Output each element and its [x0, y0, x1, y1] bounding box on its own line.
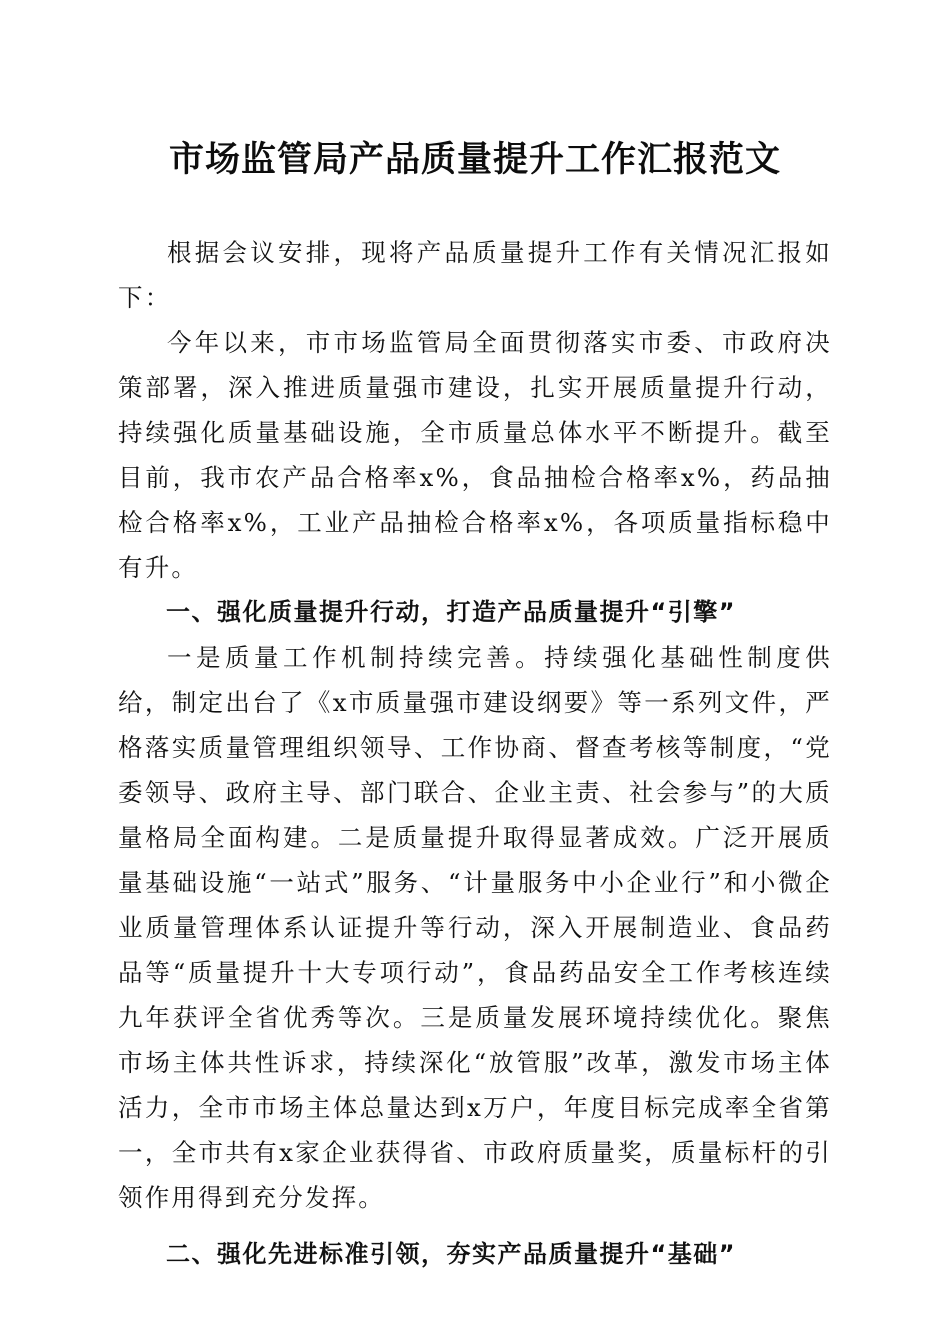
section-1-paragraph: 一是质量工作机制持续完善。持续强化基础性制度供给，制定出台了《x市质量强市建设纲要》等一系列文件，严格落实质量管理组织领导、工作协商、督查考核等制度，“党委领导、政府主导、部门联合、企业主责、社会参与”的大质量格局全面构建。二是质量提升取得显著成效。广泛开展质量基础设施“一站式”服务、“计量服务中小企业行”和小微企业质量管理体系认证提升等行动，深入开展制造业、食品药品等“质量提升十大专项行动”，食品药品安全工作考核连续九年获评全省优秀等次。三是质量发展环境持续优化。聚焦市场主体共性诉求，持续深化“放管服”改革，激发市场主体活力，全市市场主体总量达到x万户，年度目标完成率全省第一，全市共有x家企业获得省、市政府质量奖，质量标杆的引领作用得到充分发挥。 [118, 643, 832, 1212]
document-title: 市场监管局产品质量提升工作汇报范文 [168, 139, 781, 180]
intro-paragraph: 根据会议安排，现将产品质量提升工作有关情况汇报如下： [118, 238, 832, 312]
overview-paragraph: 今年以来，市市场监管局全面贯彻落实市委、市政府决策部署，深入推进质量强市建设，扎实开展质量提升行动，持续强化质量基础设施，全市质量总体水平不断提升。截至目前，我市农产品合格率x%，食品抽检合格率x%，药品抽检合格率x%，工业产品抽检合格率x%，各项质量指标稳中有升。 [118, 328, 832, 582]
section-1-heading: 一、强化质量提升行动，打造产品质量提升“引擎” [166, 598, 737, 626]
section-2-heading: 二、强化先进标准引领，夯实产品质量提升“基础” [166, 1240, 737, 1268]
document-body [118, 230, 832, 1277]
